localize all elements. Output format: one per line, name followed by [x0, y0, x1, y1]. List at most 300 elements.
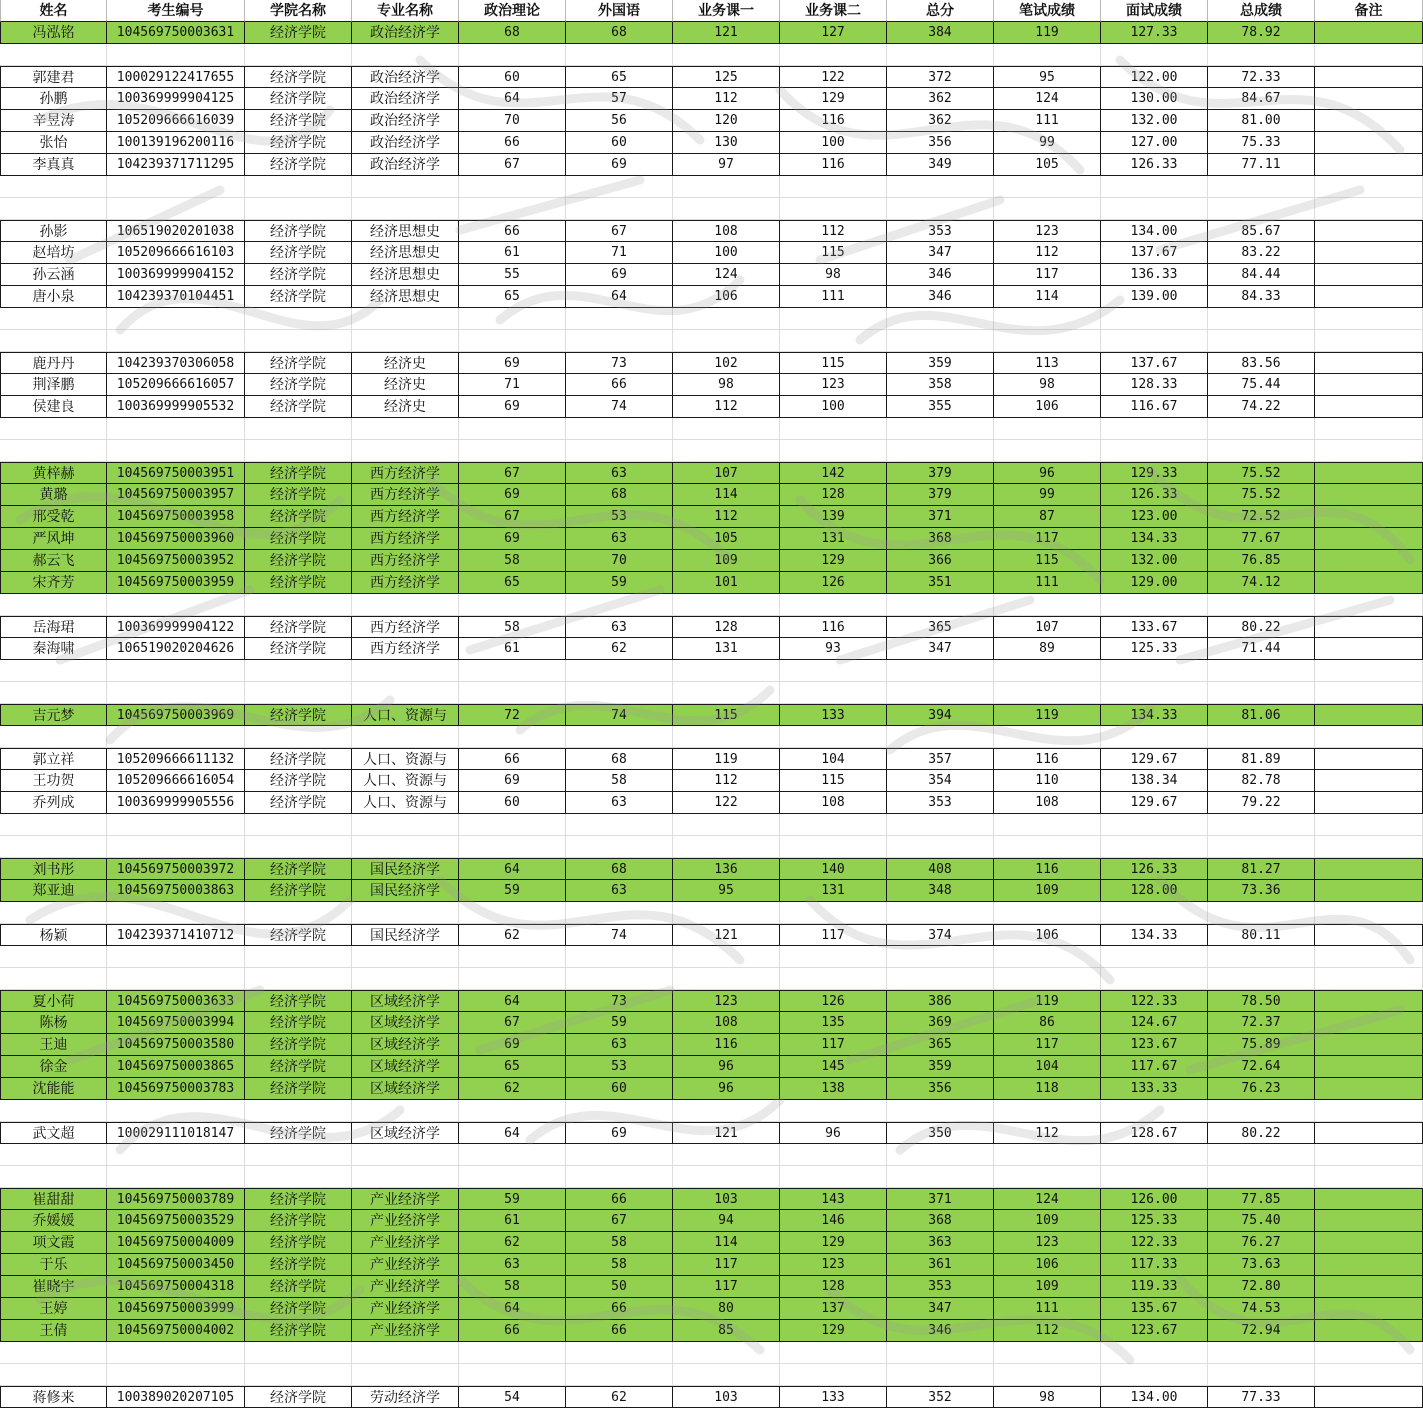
blank-cell: [245, 1144, 352, 1166]
cell-name: 严风坤: [0, 528, 107, 550]
cell-course-two: 129: [780, 1232, 887, 1254]
cell-college: 经济学院: [245, 1276, 352, 1298]
blank-row: [0, 1100, 1423, 1122]
cell-final: 78.50: [1208, 990, 1315, 1012]
cell-politics: 69: [459, 528, 566, 550]
cell-politics: 60: [459, 66, 566, 88]
table-row: [0, 1386, 1423, 1408]
header-exam-id: 考生编号: [107, 0, 245, 22]
cell-foreign-language: 50: [566, 1276, 673, 1298]
cell-written: 113: [994, 352, 1101, 374]
cell-major: 政治经济学: [352, 66, 459, 88]
blank-cell: [1101, 682, 1208, 704]
cell-name: 夏小荷: [0, 990, 107, 1012]
cell-course-two: 123: [780, 374, 887, 396]
cell-course-one: 96: [673, 1056, 780, 1078]
cell-remark: [1315, 110, 1423, 132]
blank-cell: [1208, 1364, 1315, 1386]
blank-row: [0, 176, 1423, 198]
cell-final: 75.44: [1208, 374, 1315, 396]
blank-cell: [1101, 440, 1208, 462]
cell-college: 经济学院: [245, 770, 352, 792]
cell-remark: [1315, 506, 1423, 528]
cell-course-one: 103: [673, 1188, 780, 1210]
header-remark: 备注: [1315, 0, 1423, 22]
blank-cell: [1101, 660, 1208, 682]
cell-name: 于乐: [0, 1254, 107, 1276]
cell-college: 经济学院: [245, 924, 352, 946]
blank-cell: [780, 594, 887, 616]
cell-politics: 72: [459, 704, 566, 726]
blank-cell: [0, 1166, 107, 1188]
blank-cell: [887, 660, 994, 682]
cell-politics: 64: [459, 1298, 566, 1320]
cell-course-two: 123: [780, 1254, 887, 1276]
blank-cell: [107, 440, 245, 462]
cell-course-one: 114: [673, 484, 780, 506]
header-major: 专业名称: [352, 0, 459, 22]
cell-exam-id: 104569750003633: [107, 990, 245, 1012]
cell-foreign-language: 67: [566, 1210, 673, 1232]
cell-politics: 66: [459, 132, 566, 154]
cell-interview: 128.67: [1101, 1122, 1208, 1144]
cell-written: 119: [994, 22, 1101, 44]
blank-cell: [994, 946, 1101, 968]
cell-written: 123: [994, 1232, 1101, 1254]
blank-cell: [1315, 1100, 1423, 1122]
table-row: [0, 396, 1423, 418]
cell-name: 郑亚迪: [0, 880, 107, 902]
cell-written: 110: [994, 770, 1101, 792]
cell-politics: 61: [459, 638, 566, 660]
cell-course-two: 112: [780, 220, 887, 242]
cell-final: 74.53: [1208, 1298, 1315, 1320]
blank-cell: [673, 814, 780, 836]
cell-final: 72.94: [1208, 1320, 1315, 1342]
cell-major: 区域经济学: [352, 1056, 459, 1078]
cell-foreign-language: 63: [566, 528, 673, 550]
cell-college: 经济学院: [245, 484, 352, 506]
cell-final: 77.85: [1208, 1188, 1315, 1210]
cell-total: 365: [887, 616, 994, 638]
blank-cell: [352, 1144, 459, 1166]
cell-foreign-language: 66: [566, 1188, 673, 1210]
blank-cell: [887, 1144, 994, 1166]
blank-row: [0, 1364, 1423, 1386]
cell-major: 经济思想史: [352, 220, 459, 242]
blank-cell: [887, 198, 994, 220]
cell-college: 经济学院: [245, 264, 352, 286]
blank-cell: [459, 44, 566, 66]
blank-cell: [245, 418, 352, 440]
cell-remark: [1315, 1276, 1423, 1298]
blank-cell: [994, 198, 1101, 220]
cell-course-two: 126: [780, 990, 887, 1012]
cell-major: 经济思想史: [352, 286, 459, 308]
blank-cell: [1101, 836, 1208, 858]
blank-cell: [459, 330, 566, 352]
blank-cell: [1208, 418, 1315, 440]
blank-cell: [673, 1144, 780, 1166]
blank-cell: [673, 594, 780, 616]
cell-exam-id: 104569750004318: [107, 1276, 245, 1298]
cell-total: 349: [887, 154, 994, 176]
blank-cell: [780, 198, 887, 220]
cell-exam-id: 100369999904122: [107, 616, 245, 638]
cell-final: 83.22: [1208, 242, 1315, 264]
cell-exam-id: 100029122417655: [107, 66, 245, 88]
cell-total: 354: [887, 770, 994, 792]
cell-written: 114: [994, 286, 1101, 308]
cell-college: 经济学院: [245, 1254, 352, 1276]
blank-cell: [107, 1342, 245, 1364]
cell-interview: 117.67: [1101, 1056, 1208, 1078]
blank-cell: [780, 726, 887, 748]
blank-cell: [887, 1364, 994, 1386]
blank-cell: [107, 44, 245, 66]
cell-final: 77.67: [1208, 528, 1315, 550]
blank-cell: [107, 1364, 245, 1386]
cell-name: 黄璐: [0, 484, 107, 506]
blank-cell: [887, 902, 994, 924]
cell-written: 124: [994, 88, 1101, 110]
cell-politics: 70: [459, 110, 566, 132]
cell-final: 84.33: [1208, 286, 1315, 308]
blank-cell: [994, 902, 1101, 924]
blank-cell: [780, 836, 887, 858]
blank-cell: [352, 308, 459, 330]
blank-cell: [352, 176, 459, 198]
table-row: [0, 1034, 1423, 1056]
header-politics: 政治理论: [459, 0, 566, 22]
cell-written: 118: [994, 1078, 1101, 1100]
blank-cell: [887, 946, 994, 968]
cell-course-two: 117: [780, 1034, 887, 1056]
blank-cell: [1101, 968, 1208, 990]
cell-course-two: 145: [780, 1056, 887, 1078]
blank-cell: [245, 946, 352, 968]
cell-interview: 122.33: [1101, 1232, 1208, 1254]
blank-cell: [780, 946, 887, 968]
cell-name: 乔媛媛: [0, 1210, 107, 1232]
cell-college: 经济学院: [245, 1232, 352, 1254]
blank-row: [0, 330, 1423, 352]
cell-politics: 64: [459, 990, 566, 1012]
cell-major: 西方经济学: [352, 550, 459, 572]
cell-interview: 134.33: [1101, 528, 1208, 550]
cell-foreign-language: 71: [566, 242, 673, 264]
header-foreign-language: 外国语: [566, 0, 673, 22]
cell-written: 96: [994, 462, 1101, 484]
blank-cell: [566, 1144, 673, 1166]
blank-cell: [352, 330, 459, 352]
cell-college: 经济学院: [245, 638, 352, 660]
cell-politics: 58: [459, 616, 566, 638]
blank-cell: [352, 946, 459, 968]
blank-cell: [1208, 660, 1315, 682]
cell-final: 72.33: [1208, 66, 1315, 88]
blank-cell: [780, 176, 887, 198]
cell-name: 王迪: [0, 1034, 107, 1056]
cell-total: 353: [887, 220, 994, 242]
cell-major: 国民经济学: [352, 924, 459, 946]
cell-course-one: 114: [673, 1232, 780, 1254]
cell-foreign-language: 63: [566, 616, 673, 638]
cell-remark: [1315, 616, 1423, 638]
blank-cell: [780, 1364, 887, 1386]
blank-cell: [0, 968, 107, 990]
cell-remark: [1315, 220, 1423, 242]
blank-cell: [107, 594, 245, 616]
cell-final: 84.67: [1208, 88, 1315, 110]
cell-college: 经济学院: [245, 220, 352, 242]
cell-course-one: 117: [673, 1276, 780, 1298]
cell-exam-id: 104569750004002: [107, 1320, 245, 1342]
cell-written: 105: [994, 154, 1101, 176]
cell-exam-id: 104569750003952: [107, 550, 245, 572]
cell-remark: [1315, 638, 1423, 660]
blank-cell: [994, 814, 1101, 836]
blank-cell: [673, 1100, 780, 1122]
cell-politics: 66: [459, 220, 566, 242]
cell-total: 374: [887, 924, 994, 946]
cell-total: 394: [887, 704, 994, 726]
cell-total: 386: [887, 990, 994, 1012]
cell-interview: 116.67: [1101, 396, 1208, 418]
cell-interview: 119.33: [1101, 1276, 1208, 1298]
cell-college: 经济学院: [245, 792, 352, 814]
blank-cell: [994, 1144, 1101, 1166]
blank-cell: [994, 660, 1101, 682]
cell-course-one: 85: [673, 1320, 780, 1342]
cell-foreign-language: 60: [566, 1078, 673, 1100]
cell-written: 109: [994, 1276, 1101, 1298]
blank-cell: [887, 440, 994, 462]
blank-cell: [1208, 44, 1315, 66]
cell-final: 79.22: [1208, 792, 1315, 814]
blank-cell: [0, 308, 107, 330]
blank-cell: [673, 44, 780, 66]
table-row: [0, 858, 1423, 880]
cell-major: 西方经济学: [352, 484, 459, 506]
cell-major: 人口、资源与: [352, 748, 459, 770]
cell-final: 76.85: [1208, 550, 1315, 572]
cell-total: 359: [887, 1056, 994, 1078]
cell-course-one: 117: [673, 1254, 780, 1276]
cell-exam-id: 104239371711295: [107, 154, 245, 176]
blank-row: [0, 814, 1423, 836]
blank-cell: [245, 440, 352, 462]
blank-cell: [1315, 968, 1423, 990]
cell-major: 区域经济学: [352, 1012, 459, 1034]
blank-cell: [107, 814, 245, 836]
header-written: 笔试成绩: [994, 0, 1101, 22]
cell-name: 张怡: [0, 132, 107, 154]
cell-written: 108: [994, 792, 1101, 814]
cell-exam-id: 104569750003959: [107, 572, 245, 594]
blank-cell: [673, 308, 780, 330]
cell-total: 379: [887, 484, 994, 506]
cell-course-one: 122: [673, 792, 780, 814]
cell-total: 352: [887, 1386, 994, 1408]
blank-cell: [1208, 902, 1315, 924]
blank-cell: [780, 1342, 887, 1364]
table-row: [0, 1056, 1423, 1078]
blank-cell: [1101, 176, 1208, 198]
cell-exam-id: 104569750003957: [107, 484, 245, 506]
blank-cell: [1101, 308, 1208, 330]
blank-cell: [245, 1364, 352, 1386]
cell-foreign-language: 68: [566, 858, 673, 880]
cell-total: 365: [887, 1034, 994, 1056]
cell-politics: 62: [459, 924, 566, 946]
blank-cell: [673, 968, 780, 990]
blank-cell: [1315, 682, 1423, 704]
cell-remark: [1315, 22, 1423, 44]
cell-remark: [1315, 396, 1423, 418]
cell-course-two: 116: [780, 154, 887, 176]
cell-interview: 123.00: [1101, 506, 1208, 528]
cell-remark: [1315, 88, 1423, 110]
blank-cell: [352, 682, 459, 704]
cell-course-one: 119: [673, 748, 780, 770]
cell-name: 沈能能: [0, 1078, 107, 1100]
cell-foreign-language: 68: [566, 22, 673, 44]
cell-remark: [1315, 242, 1423, 264]
cell-foreign-language: 63: [566, 462, 673, 484]
cell-name: 冯泓铭: [0, 22, 107, 44]
blank-cell: [566, 836, 673, 858]
blank-cell: [352, 198, 459, 220]
cell-course-one: 112: [673, 88, 780, 110]
cell-name: 唐小泉: [0, 286, 107, 308]
blank-cell: [245, 968, 352, 990]
cell-college: 经济学院: [245, 88, 352, 110]
cell-foreign-language: 63: [566, 792, 673, 814]
cell-exam-id: 104569750003972: [107, 858, 245, 880]
blank-cell: [994, 1342, 1101, 1364]
blank-cell: [780, 814, 887, 836]
blank-cell: [1208, 330, 1315, 352]
blank-cell: [673, 1342, 780, 1364]
cell-college: 经济学院: [245, 352, 352, 374]
cell-politics: 60: [459, 792, 566, 814]
cell-college: 经济学院: [245, 1078, 352, 1100]
cell-foreign-language: 59: [566, 572, 673, 594]
cell-interview: 127.00: [1101, 132, 1208, 154]
cell-college: 经济学院: [245, 704, 352, 726]
cell-final: 72.64: [1208, 1056, 1315, 1078]
cell-written: 86: [994, 1012, 1101, 1034]
cell-name: 邢受乾: [0, 506, 107, 528]
cell-name: 项文霞: [0, 1232, 107, 1254]
blank-cell: [1208, 726, 1315, 748]
cell-final: 77.33: [1208, 1386, 1315, 1408]
blank-cell: [459, 814, 566, 836]
cell-course-one: 121: [673, 924, 780, 946]
cell-major: 人口、资源与: [352, 792, 459, 814]
blank-cell: [107, 902, 245, 924]
header-course-two: 业务课二: [780, 0, 887, 22]
cell-total: 371: [887, 1188, 994, 1210]
blank-cell: [245, 1100, 352, 1122]
cell-written: 117: [994, 264, 1101, 286]
cell-foreign-language: 65: [566, 66, 673, 88]
cell-course-two: 128: [780, 1276, 887, 1298]
table-row: [0, 704, 1423, 726]
cell-interview: 133.67: [1101, 616, 1208, 638]
blank-cell: [245, 902, 352, 924]
blank-cell: [994, 440, 1101, 462]
cell-course-two: 146: [780, 1210, 887, 1232]
cell-exam-id: 100369999905532: [107, 396, 245, 418]
blank-cell: [1315, 814, 1423, 836]
blank-cell: [459, 902, 566, 924]
cell-foreign-language: 74: [566, 396, 673, 418]
cell-name: 郭立祥: [0, 748, 107, 770]
blank-cell: [1315, 660, 1423, 682]
cell-remark: [1315, 1122, 1423, 1144]
blank-cell: [780, 44, 887, 66]
cell-written: 116: [994, 748, 1101, 770]
blank-cell: [107, 1100, 245, 1122]
cell-politics: 71: [459, 374, 566, 396]
blank-cell: [566, 726, 673, 748]
cell-total: 358: [887, 374, 994, 396]
cell-exam-id: 104569750003994: [107, 1012, 245, 1034]
cell-remark: [1315, 880, 1423, 902]
blank-cell: [887, 682, 994, 704]
blank-row: [0, 1166, 1423, 1188]
cell-foreign-language: 66: [566, 1298, 673, 1320]
cell-written: 99: [994, 132, 1101, 154]
blank-cell: [673, 198, 780, 220]
cell-written: 112: [994, 242, 1101, 264]
cell-remark: [1315, 924, 1423, 946]
cell-foreign-language: 69: [566, 1122, 673, 1144]
cell-college: 经济学院: [245, 1034, 352, 1056]
cell-final: 80.11: [1208, 924, 1315, 946]
blank-cell: [994, 418, 1101, 440]
blank-cell: [459, 1364, 566, 1386]
cell-exam-id: 104569750003580: [107, 1034, 245, 1056]
blank-cell: [673, 440, 780, 462]
cell-interview: 138.34: [1101, 770, 1208, 792]
cell-college: 经济学院: [245, 286, 352, 308]
blank-cell: [566, 682, 673, 704]
cell-college: 经济学院: [245, 374, 352, 396]
cell-remark: [1315, 374, 1423, 396]
blank-cell: [994, 44, 1101, 66]
cell-final: 83.56: [1208, 352, 1315, 374]
cell-final: 72.52: [1208, 506, 1315, 528]
cell-exam-id: 104569750003789: [107, 1188, 245, 1210]
blank-cell: [994, 1100, 1101, 1122]
cell-written: 104: [994, 1056, 1101, 1078]
cell-final: 76.23: [1208, 1078, 1315, 1100]
cell-remark: [1315, 704, 1423, 726]
blank-cell: [1315, 726, 1423, 748]
blank-cell: [887, 1166, 994, 1188]
blank-cell: [1315, 308, 1423, 330]
blank-cell: [887, 330, 994, 352]
cell-name: 王功贺: [0, 770, 107, 792]
cell-course-one: 112: [673, 396, 780, 418]
cell-interview: 126.00: [1101, 1188, 1208, 1210]
cell-college: 经济学院: [245, 550, 352, 572]
cell-remark: [1315, 462, 1423, 484]
cell-politics: 69: [459, 396, 566, 418]
